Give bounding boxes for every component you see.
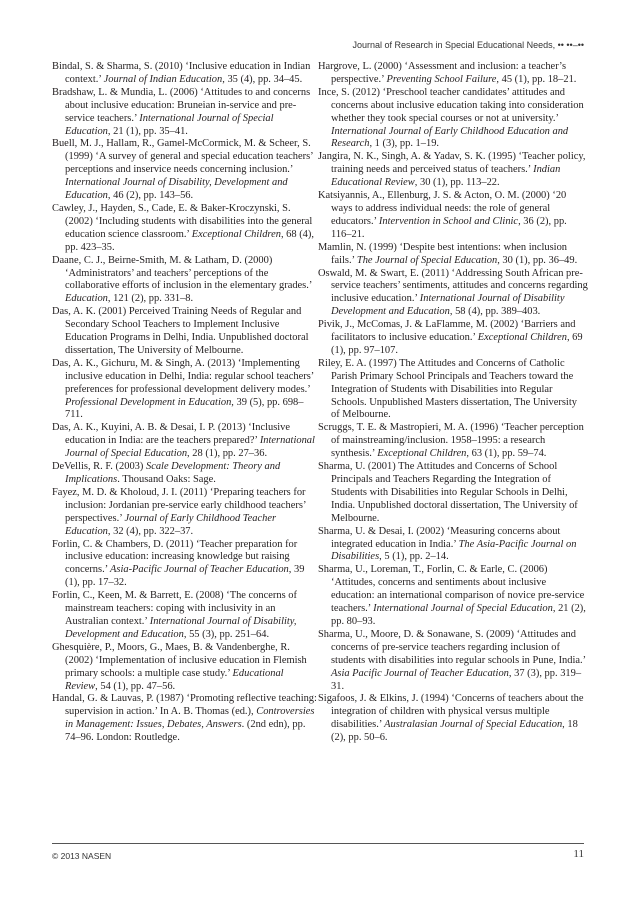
- reference-text: , 54 (1), pp. 47–56.: [95, 680, 176, 692]
- reference-entry: [318, 151, 588, 190]
- reference-entry: [52, 693, 318, 745]
- reference-text: , 68 (4), pp. 423–35.: [65, 228, 314, 253]
- reference-text: , 46 (2), pp. 143–56.: [107, 190, 194, 202]
- reference-text: Cawley, J., Hayden, S., Cade, E. & Baker-Kroczynski, S. (2002) ‘Including students with disabilities into the general education science classroom.’: [52, 202, 313, 240]
- references-column-right: [318, 61, 588, 745]
- reference-entry: [52, 642, 318, 694]
- reference-source-title: Exceptional Children: [191, 228, 281, 240]
- reference-entry: [52, 590, 318, 642]
- reference-source-title: International Journal of Disability Development and Education: [331, 293, 565, 318]
- reference-entry: [318, 629, 588, 694]
- reference-text: Fayez, M. D. & Kholoud, J. I. (2011) ‘Preparing teachers for inclusion: Jordanian pre-service early childhood teachers’ perspectives.’: [52, 486, 306, 524]
- reference-entry: [52, 138, 318, 203]
- reference-text: Katsiyannis, A., Ellenburg, J. S. & Acton, O. M. (2000) ‘20 ways to address individual needs: the role of general educators.’: [318, 190, 567, 227]
- reference-entry: [52, 461, 318, 487]
- references-column-left: [52, 61, 318, 745]
- reference-source-title: The Asia-Pacific Journal on Disabilities: [331, 538, 577, 563]
- reference-entry: [52, 306, 318, 358]
- reference-text: Daane, C. J., Beirne-Smith, M. & Latham, D. (2000) ‘Administrators’ and teachers’ perceptions of the collaborative efforts of inclusion in the elementary grades.’: [52, 254, 312, 292]
- reference-text: , 37 (3), pp. 319–31.: [331, 667, 582, 692]
- reference-source-title: International Journal of Special Education: [373, 603, 553, 615]
- reference-text: , 35 (4), pp. 34–45.: [222, 73, 303, 85]
- reference-text: Sharma, U., Moore, D. & Sonawane, S. (2009) ‘Attitudes and concerns of pre-service teachers regarding inclusion of students with disabilities into regular schools in Pune, India.’: [318, 628, 586, 666]
- reference-text: , 30 (1), pp. 113–22.: [414, 177, 500, 189]
- reference-text: Handal, G. & Lauvas, P. (1987) ‘Promoting reflective teaching: supervision in action.’ In A. B. Thomas (ed.),: [52, 693, 317, 718]
- reference-source-title: The Journal of Special Education: [356, 254, 498, 266]
- reference-text: Oswald, M. & Swart, E. (2011) ‘Addressing South African pre-service teachers’ sentiments, attitudes and concerns regarding inclusive education.’: [318, 267, 588, 305]
- reference-entry: [318, 526, 588, 565]
- reference-text: Das, A. K. (2001) Perceived Training Needs of Regular and Secondary School Teachers to Implement Inclusive Education Programs in Delhi, India. Unpublished doctoral dissertation, The University of Melbourne.: [52, 306, 309, 356]
- reference-source-title: Journal of Early Childhood Teacher Education: [65, 512, 277, 537]
- reference-source-title: Indian Educational Review: [331, 164, 561, 189]
- reference-text: Sharma, U., Loreman, T., Forlin, C. & Earle, C. (2006) ‘Attitudes, concerns and sentiments about inclusive education: an international comparison of novice pre-service teachers.’: [318, 564, 585, 615]
- reference-text: , 32 (4), pp. 322–37.: [107, 525, 194, 537]
- reference-entry: [52, 61, 318, 87]
- reference-text: , 69 (1), pp. 97–107.: [331, 332, 583, 356]
- reference-text: Hargrove, L. (2000) ‘Assessment and inclusion: a teacher’s perspective.’: [318, 61, 567, 85]
- reference-entry: [52, 255, 318, 307]
- reference-source-title: Exceptional Children: [377, 448, 467, 460]
- reference-source-title: Preventing School Failure: [386, 73, 497, 85]
- reference-text: Ghesquière, P., Moors, G., Maes, B. & Vandenberghe, R. (2002) ‘Implementation of inclusive education in Flemish primary schools: a multiple case study.’: [52, 641, 307, 679]
- reference-source-title: International Journal of Disability, Development and Education: [65, 615, 297, 640]
- reference-entry: [318, 190, 588, 242]
- reference-entry: [52, 539, 318, 591]
- reference-entry: [318, 268, 588, 320]
- reference-entry: [318, 61, 588, 87]
- reference-text: , 21 (1), pp. 35–41.: [107, 125, 188, 137]
- reference-source-title: Asia Pacific Journal of Teacher Education: [331, 667, 509, 679]
- running-head: Journal of Research in Special Educational Needs, •• ••–••: [352, 40, 584, 50]
- reference-text: DeVellis, R. F. (2003): [52, 461, 146, 473]
- reference-entry: [52, 422, 318, 461]
- reference-source-title: Educational Review: [65, 667, 284, 692]
- reference-source-title: Scale Development: Theory and Implications: [65, 461, 281, 485]
- reference-text: , 55 (3), pp. 251–64.: [183, 628, 270, 640]
- reference-text: , 121 (2), pp. 331–8.: [107, 293, 194, 305]
- reference-entry: [52, 87, 318, 139]
- reference-text: Das, A. K., Kuyini, A. B. & Desai, I. P. (2013) ‘Inclusive education in India: are the teachers prepared?’: [52, 422, 291, 447]
- reference-entry: [52, 203, 318, 255]
- reference-text: Das, A. K., Gichuru, M. & Singh, A. (2013) ‘Implementing inclusive education in Delhi, India: regular school teachers’ preferences for professional development delivery modes.’: [52, 357, 314, 395]
- reference-text: Ince, S. (2012) ‘Preschool teacher candidates’ attitudes and concerns about inclusive education taking into consideration whether they took special courses or not at university.’: [318, 86, 584, 124]
- reference-entry: [318, 242, 588, 268]
- reference-source-title: Australasian Journal of Special Education: [384, 719, 563, 731]
- reference-source-title: Professional Development in Education: [65, 396, 232, 408]
- page-number: 11: [573, 848, 584, 860]
- reference-source-title: International Journal of Disability, Development and Education: [65, 177, 288, 202]
- reference-text: Mamlin, N. (1999) ‘Despite best intentions: when inclusion fails.’: [318, 241, 568, 266]
- reference-entry: [52, 487, 318, 539]
- reference-source-title: International Journal of Special Education: [65, 112, 274, 137]
- reference-source-title: Education: [65, 293, 108, 305]
- reference-entry: [52, 358, 318, 423]
- reference-text: , 18 (2), pp. 50–6.: [331, 719, 578, 744]
- reference-entry: [318, 358, 588, 423]
- reference-text: , 5 (1), pp. 2–14.: [379, 551, 449, 563]
- reference-text: Buell, M. J., Hallam, R., Gamel-McCormick, M. & Scheer, S. (1999) ‘A survey of general and special education teachers’ perceptions and inservice needs concerning inclusion.’: [52, 138, 313, 176]
- reference-text: Jangira, N. K., Singh, A. & Yadav, S. K. (1995) ‘Teacher policy, training needs and perceived status of teachers.’: [318, 151, 586, 176]
- reference-text: , 36 (2), pp. 116–21.: [331, 215, 567, 240]
- reference-text: Sharma, U. & Desai, I. (2002) ‘Measuring concerns about integrated education in India.’: [318, 525, 561, 550]
- reference-text: Scruggs, T. E. & Mastropieri, M. A. (1996) ‘Teacher perception of mainstreaming/inclusion. 1958–1995: a research synthesis.’: [318, 422, 584, 460]
- reference-text: , 39 (5), pp. 698–711.: [65, 396, 304, 421]
- reference-source-title: Intervention in School and Clinic: [378, 215, 519, 227]
- reference-text: Bradshaw, L. & Mundia, L. (2006) ‘Attitudes to and concerns about inclusive education: Bruneian in-service and pre-service teachers.’: [52, 86, 311, 124]
- reference-source-title: International Journal of Early Childhood Education and Research: [331, 125, 569, 150]
- reference-entry: [318, 422, 588, 461]
- reference-entry: [318, 461, 588, 526]
- reference-entry: [318, 564, 588, 629]
- reference-text: , 39 (1), pp. 17–32.: [65, 564, 305, 589]
- reference-entry: [318, 693, 588, 745]
- reference-text: , 21 (2), pp. 80–93.: [331, 603, 586, 627]
- reference-text: . (2nd edn), pp. 74–96. London: Routledge.: [65, 719, 306, 744]
- reference-source-title: International Journal of Special Education: [65, 435, 315, 460]
- reference-source-title: Journal of Indian Education: [103, 73, 223, 85]
- reference-entry: [318, 319, 588, 358]
- reference-text: , 45 (1), pp. 18–21.: [496, 73, 577, 85]
- footer-copyright: © 2013 NASEN: [52, 851, 112, 861]
- reference-entry: [318, 87, 588, 152]
- reference-text: Bindal, S. & Sharma, S. (2010) ‘Inclusive education in Indian context.’: [52, 61, 311, 85]
- reference-text: Forlin, C. & Chambers, D. (2011) ‘Teacher preparation for inclusive education: increasing knowledge but raising concerns.’: [52, 538, 298, 576]
- reference-text: , 1 (3), pp. 1–19.: [369, 138, 440, 150]
- reference-source-title: Asia-Pacific Journal of Teacher Education: [110, 564, 289, 576]
- reference-text: , 28 (1), pp. 27–36.: [187, 448, 268, 460]
- reference-text: , 63 (1), pp. 59–74.: [466, 448, 547, 460]
- reference-text: Pivik, J., McComas, J. & LaFlamme, M. (2002) ‘Barriers and facilitators to inclusive education.’: [318, 319, 576, 344]
- reference-source-title: Exceptional Children: [477, 332, 567, 344]
- reference-text: , 58 (4), pp. 389–403.: [449, 306, 541, 318]
- reference-text: , 30 (1), pp. 36–49.: [497, 254, 578, 266]
- reference-source-title: Controversies in Management: Issues, Debates, Answers: [65, 706, 315, 731]
- reference-text: Sharma, U. (2001) The Attitudes and Concerns of School Principals and Teachers Regarding the Integration of Students with Disabilities into Regular Schools in Delhi, India. Unpublished doctoral dissertation, The University of Melbourne.: [318, 461, 578, 524]
- reference-text: Riley, E. A. (1997) The Attitudes and Concerns of Catholic Parish Primary School Principals and Teachers toward the Integration of Students with Disabilities into Regular Schools. Unpublished Masters dissertation, The University of Melbourne.: [318, 357, 577, 421]
- reference-text: . Thousand Oaks: Sage.: [117, 474, 216, 485]
- footer-rule: [52, 843, 584, 844]
- reference-text: Forlin, C., Keen, M. & Barrett, E. (2008) ‘The concerns of mainstream teachers: coping with inclusivity in an Australian context.’: [52, 590, 297, 627]
- reference-text: Sigafoos, J. & Elkins, J. (1994) ‘Concerns of teachers about the integration of children with physical versus multiple disabilities.’: [318, 693, 584, 731]
